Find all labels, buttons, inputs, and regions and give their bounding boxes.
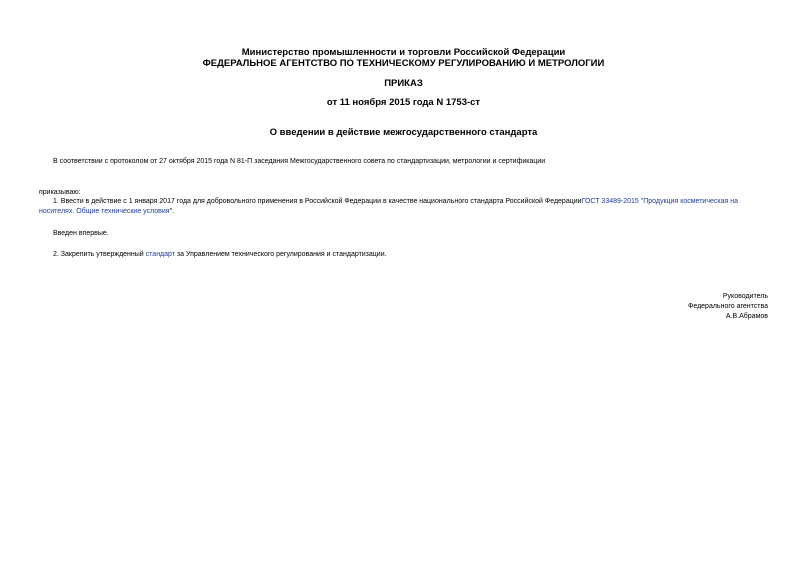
introduced-first-time: Введен впервые. (53, 230, 109, 237)
document-type: ПРИКАЗ (384, 78, 423, 89)
signature-name: А.В.Абрамов (725, 313, 768, 320)
order-date-number: от 11 ноября 2015 года N 1753-ст (326, 97, 481, 108)
ministry-title: Министерство промышленности и торговли Российской Федерации (241, 47, 566, 58)
orders-word: приказываю: (39, 189, 81, 196)
item-1-tail: ". (169, 208, 175, 215)
signature-role: Руководитель (722, 293, 768, 300)
item-1-line-1 (53, 197, 738, 206)
item-1-line-2 (39, 207, 174, 216)
item-1-text: 1. Ввести в действие с 1 января 2017 года для добровольного применения в Российской Федерации в качестве национального стандарта Российской Федерации (53, 198, 582, 205)
gost-link[interactable]: ГОСТ 33489-2015 "Продукция косметическая на (581, 198, 738, 205)
preamble-paragraph: В соответствии с протоколом от 27 октября 2015 года N 81-П заседания Межгосударственного совета по стандартизации, метрологии и сертификации (53, 158, 546, 165)
gost-link-continuation[interactable]: носителях. Общие технические условия (39, 208, 170, 215)
item-2-after: за Управлением технического регулирования и стандартизации. (174, 251, 387, 258)
order-subject: О введении в действие межгосударственного стандарта (269, 127, 538, 138)
item-2-before: 2. Закрепить утвержденный (53, 251, 146, 258)
signature-organization: Федерального агентства (688, 303, 768, 310)
agency-title: ФЕДЕРАЛЬНОЕ АГЕНТСТВО ПО ТЕХНИЧЕСКОМУ РЕГУЛИРОВАНИЮ И МЕТРОЛОГИИ (202, 58, 605, 69)
item-2-paragraph (53, 250, 387, 259)
standard-link[interactable]: стандарт (145, 251, 175, 258)
